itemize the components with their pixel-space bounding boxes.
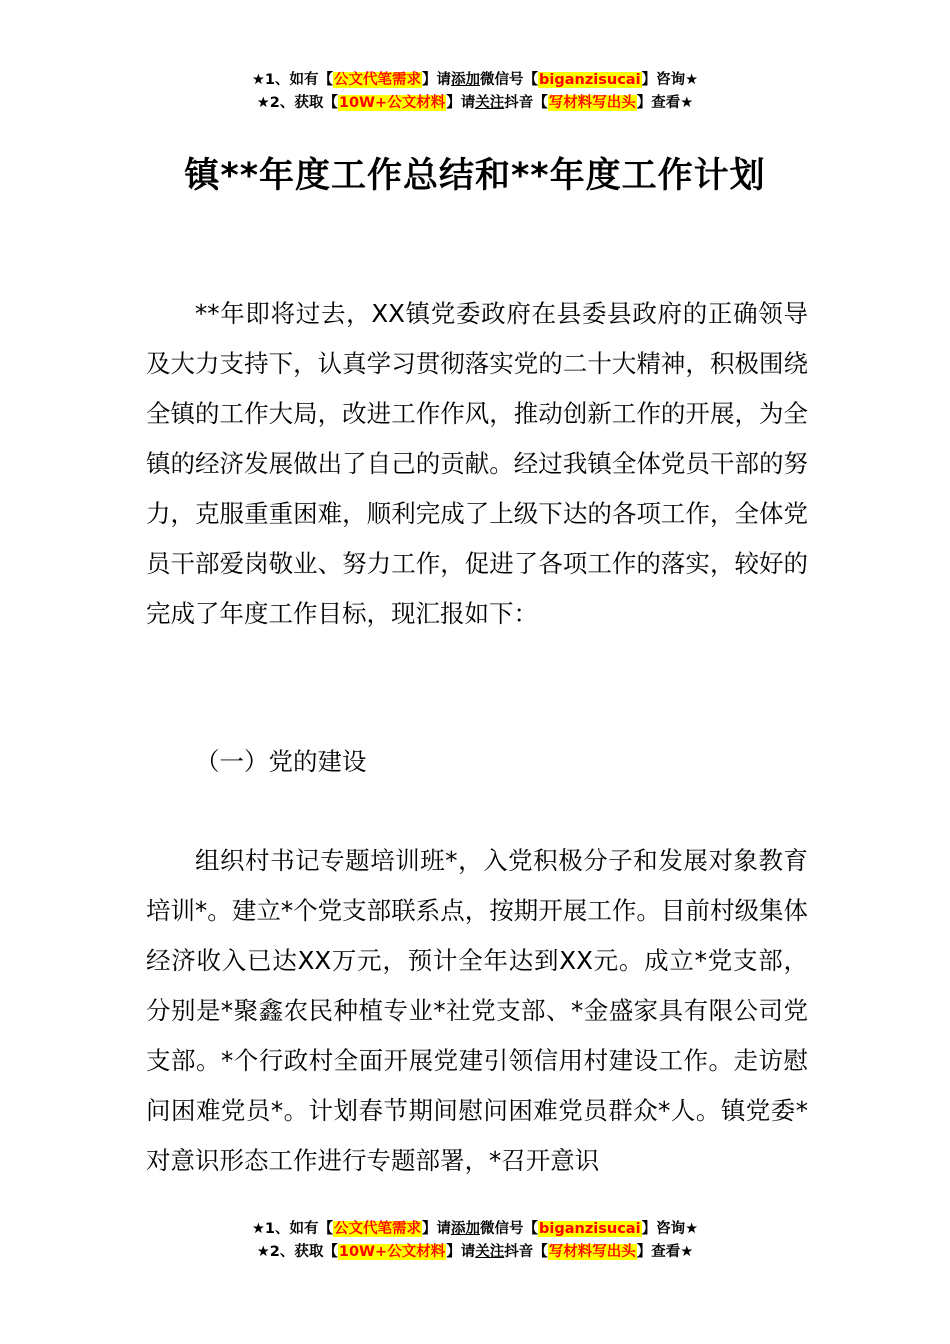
promo-line-2 <box>0 1241 950 1264</box>
section-paragraph: 组织村书记专题培训班*，入党积极分子和发展对象教育培训*。建立*个党支部联系点，按期开展工作。目前村级集体经济收入已达XX万元，预计全年达到XX元。成立*党支部，分别是*聚鑫农民种植专业*社党支部、*金盛家具有限公司党支部。*个行政村全面开展党建引领信用村建设工作。走访慰问困难党员*。计划春节期间慰问困难党员群众*人。镇党委*对意识形态工作进行专题部署，*召开意识 <box>146 846 808 1175</box>
promo-text: 抖音【 <box>504 1244 548 1260</box>
promo-highlight: biganzisucai <box>539 1221 641 1237</box>
promo-text: 】咨询★ <box>641 1221 699 1237</box>
promo-highlight: 公文代笔需求 <box>334 72 422 88</box>
promo-text: 】咨询★ <box>641 72 699 88</box>
promo-underlined: 添加 <box>451 1221 481 1237</box>
intro-paragraph: **年即将过去，XX镇党委政府在县委县政府的正确领导及大力支持下，认真学习贯彻落实党的二十大精神，积极围绕全镇的工作大局，改进工作作风，推动创新工作的开展，为全镇的经济发展做出了自己的贡献。经过我镇全体党员干部的努力，克服重重困难，顺利完成了上级下达的各项工作，全体党员干部爱岗敬业、努力工作，促进了各项工作的落实，较好的完成了年度工作目标，现汇报如下： <box>146 299 808 628</box>
bottom-promo-banner <box>0 1218 950 1264</box>
promo-text: 】请 <box>422 72 452 88</box>
section-heading: （一）党的建设 <box>195 747 367 776</box>
promo-text: ★2、获取【 <box>256 1244 338 1260</box>
promo-text: ★1、如有【 <box>251 1221 334 1237</box>
promo-highlight: 10W+公文材料 <box>338 95 446 111</box>
document-title: 镇**年度工作总结和**年度工作计划 <box>184 156 766 196</box>
promo-highlight: 10W+公文材料 <box>338 1244 446 1260</box>
promo-text: 】请 <box>422 1221 452 1237</box>
promo-highlight: 写材料写出头 <box>548 95 636 111</box>
promo-text: 抖音【 <box>504 95 548 111</box>
promo-line-2 <box>0 92 950 115</box>
promo-text: 微信号【 <box>480 72 539 88</box>
promo-underlined: 关注 <box>475 95 505 111</box>
promo-text: ★1、如有【 <box>251 72 334 88</box>
promo-highlight: biganzisucai <box>539 72 641 88</box>
promo-highlight: 公文代笔需求 <box>334 1221 422 1237</box>
promo-text: ★2、获取【 <box>256 95 338 111</box>
promo-text: 】查看★ <box>636 95 694 111</box>
promo-text: 】请 <box>446 95 476 111</box>
promo-underlined: 添加 <box>451 72 481 88</box>
promo-line-1 <box>0 69 950 92</box>
promo-line-1 <box>0 1218 950 1241</box>
promo-highlight: 写材料写出头 <box>548 1244 636 1260</box>
promo-text: 】查看★ <box>636 1244 694 1260</box>
promo-text: 微信号【 <box>480 1221 539 1237</box>
promo-text: 】请 <box>446 1244 476 1260</box>
top-promo-banner <box>0 69 950 115</box>
promo-underlined: 关注 <box>475 1244 505 1260</box>
